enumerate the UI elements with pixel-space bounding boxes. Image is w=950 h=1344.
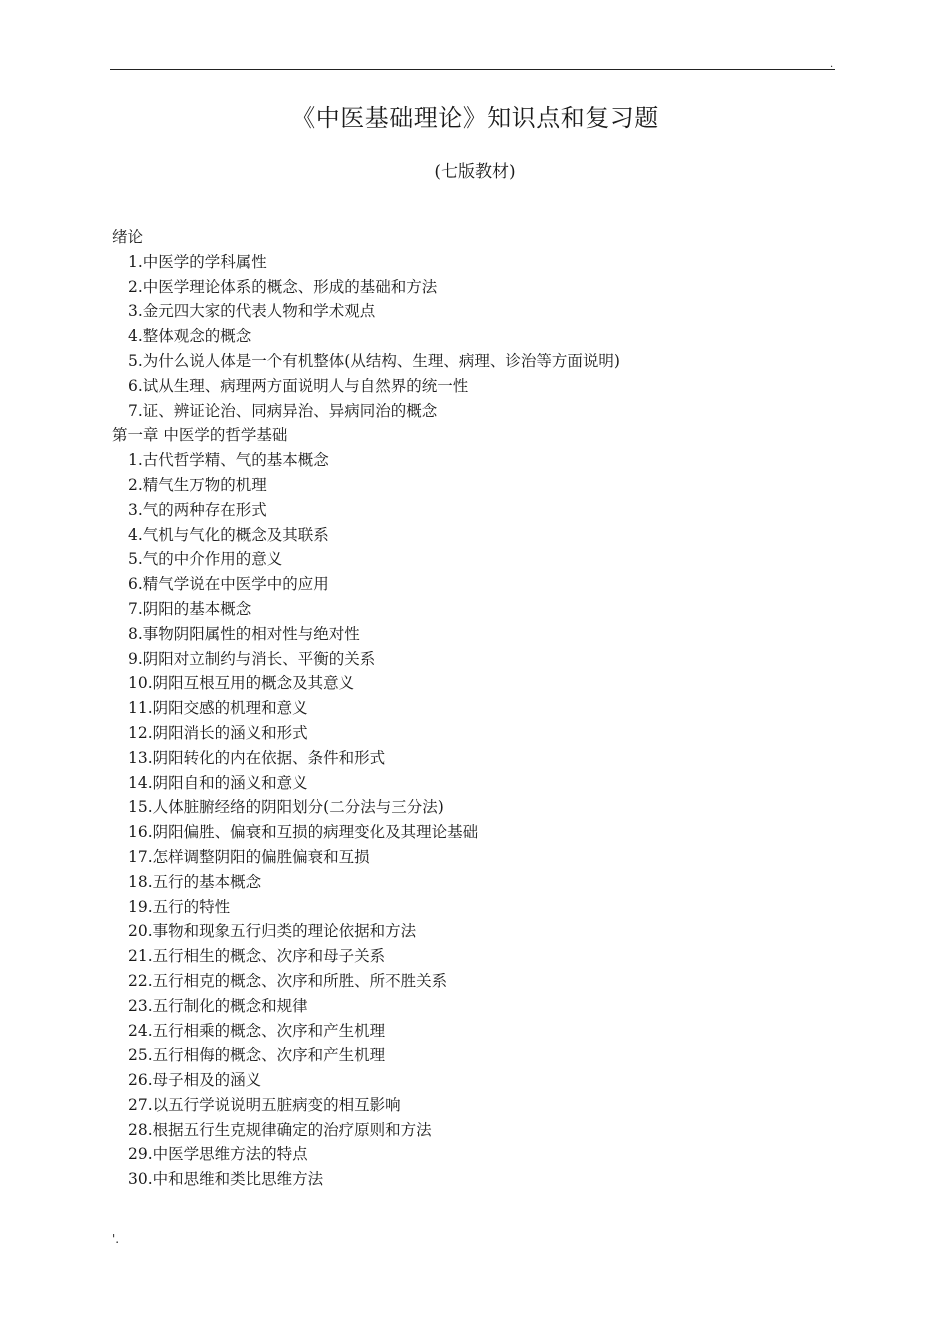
- list-item: 8.事物阴阳属性的相对性与绝对性: [128, 624, 360, 643]
- section-intro: [112, 225, 832, 423]
- list-item: 30.中和思维和类比思维方法: [128, 1170, 324, 1189]
- list-item: 2.中医学理论体系的概念、形成的基础和方法: [128, 277, 438, 296]
- list-item: 5.为什么说人体是一个有机整体(从结构、生理、病理、诊治等方面说明): [128, 351, 620, 370]
- list-item: 29.中医学思维方法的特点: [128, 1145, 308, 1164]
- list-item: 2.精气生万物的机理: [128, 475, 267, 494]
- list-item: 19.五行的特性: [128, 897, 231, 916]
- document-body: [112, 225, 832, 1192]
- list-item: 16.阴阳偏胜、偏衰和互损的病理变化及其理论基础: [128, 823, 479, 842]
- section-chapter-1: [112, 423, 832, 1192]
- list-item: 3.金元四大家的代表人物和学术观点: [128, 302, 376, 321]
- footer-mark: '.: [112, 1232, 120, 1246]
- list-item: 12.阴阳消长的涵义和形式: [128, 723, 308, 742]
- header-corner-mark: .: [830, 59, 834, 70]
- list-item: 11.阴阳交感的机理和意义: [128, 699, 308, 718]
- list-item: 6.试从生理、病理两方面说明人与自然界的统一性: [128, 376, 469, 395]
- list-item: 26.母子相及的涵义: [128, 1071, 262, 1090]
- list-item: 14.阴阳自和的涵义和意义: [128, 773, 308, 792]
- list-item: 1.中医学的学科属性: [128, 252, 267, 271]
- list-item: 4.气机与气化的概念及其联系: [128, 525, 329, 544]
- document-title: 《中医基础理论》知识点和复习题: [291, 104, 659, 132]
- list-item: 10.阴阳互根互用的概念及其意义: [128, 674, 355, 693]
- list-item: 6.精气学说在中医学中的应用: [128, 575, 329, 594]
- list-item: 9.阴阳对立制约与消长、平衡的关系: [128, 649, 376, 668]
- list-item: 13.阴阳转化的内在依据、条件和形式: [128, 748, 386, 767]
- list-item: 17.怎样调整阴阳的偏胜偏衰和互损: [128, 847, 370, 866]
- list-item: 20.事物和现象五行归类的理论依据和方法: [128, 922, 417, 941]
- list-item: 7.证、辨证论治、同病异治、异病同治的概念: [128, 401, 438, 420]
- list-item: 24.五行相乘的概念、次序和产生机理: [128, 1021, 386, 1040]
- list-item: 15.人体脏腑经络的阴阳划分(二分法与三分法): [128, 798, 444, 817]
- list-item: 18.五行的基本概念: [128, 872, 262, 891]
- list-item: 1.古代哲学精、气的基本概念: [128, 451, 329, 470]
- list-item: 21.五行相生的概念、次序和母子关系: [128, 947, 386, 966]
- list-item: 4.整体观念的概念: [128, 327, 252, 346]
- list-item: 25.五行相侮的概念、次序和产生机理: [128, 1046, 386, 1065]
- list-item: 22.五行相克的概念、次序和所胜、所不胜关系: [128, 971, 448, 990]
- document-subtitle: (七版教材): [434, 162, 516, 182]
- section-heading: 绪论: [112, 228, 144, 246]
- list-item: 7.阴阳的基本概念: [128, 599, 252, 618]
- section-heading: 第一章 中医学的哲学基础: [112, 426, 288, 445]
- header-rule: [110, 69, 835, 70]
- list-item: 3.气的两种存在形式: [128, 500, 267, 519]
- list-item: 23.五行制化的概念和规律: [128, 996, 308, 1015]
- list-item: 28.根据五行生克规律确定的治疗原则和方法: [128, 1120, 432, 1139]
- list-item: 5.气的中介作用的意义: [128, 550, 283, 569]
- list-item: 27.以五行学说说明五脏病变的相互影响: [128, 1095, 401, 1114]
